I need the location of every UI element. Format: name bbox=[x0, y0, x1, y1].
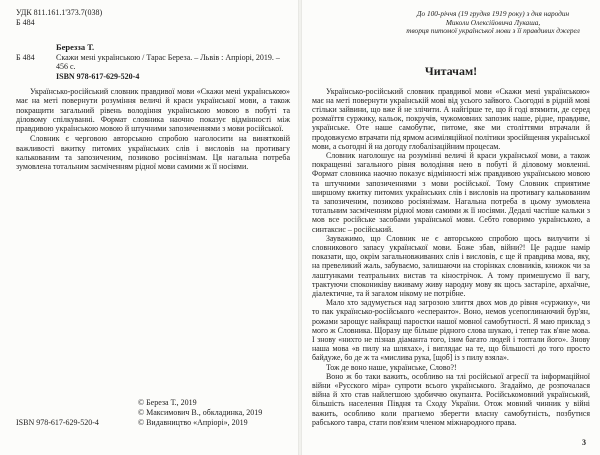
body-paragraph: Українсько-російський словник правдивої мови «Скажи мені українською» має на меті повернути українській мові від усього зайвого. Сьогодні в рідній мові стільки зайвини, що вже й не злічити. А найгірше те, що й годі втямити, де серед розмаїття суржику, кальок, покручів, чужомовних запозик наше, рідне, правдиве, українське. Оте наше самобутнє, питоме, яке ми століттями втрачали й продовжуємо втрачати під ярмом асиміляційної політики зросійщення української мови, а сьогодні й на догоду глобалізаційним процесам. bbox=[312, 86, 590, 151]
bbk-line: Б 484 bbox=[16, 17, 35, 27]
copyright-line: © Максимович В., обкладинка, 2019 bbox=[138, 408, 263, 417]
right-page bbox=[300, 0, 600, 455]
dedication bbox=[396, 10, 590, 36]
body-paragraph: Воно ж бо таки важить, особливо на тлі російської агресії та інформаційної війни «Русского міра» супроти всього українського. Згадаймо, де розпочалася війна й хто став найлегшою здобиччю окупанта. Російськомовний український, більшість населення Півдня та Сходу України. Отож мовний чинник у війні важить, особливо коли прагнемо зберегти власну самобутність, позбутися рабського тавра, стати пов'язим членом міжнародного права. bbox=[312, 371, 590, 427]
author-name: Березза Т. bbox=[56, 42, 95, 52]
dedication-line: творця питомої української мови з її правдивих джерел bbox=[406, 26, 580, 35]
udk-line: УДК 811.161.1'373.7(038) bbox=[16, 8, 103, 17]
annotation bbox=[16, 87, 290, 172]
dedication-line: Миколи Олексійовича Лукаша, bbox=[445, 17, 541, 27]
catalog-index bbox=[16, 8, 290, 27]
copyright-lines bbox=[138, 398, 288, 428]
isbn-footer: ISBN 978-617-629-520-4 bbox=[16, 418, 99, 427]
author-code: Б 484 bbox=[16, 52, 35, 62]
isbn: ISBN 978-617-629-520-4 bbox=[56, 71, 140, 81]
body-text bbox=[312, 87, 590, 428]
body-paragraph: Тож де воно наше, українське, Слово?! bbox=[326, 362, 457, 372]
dedication-line: До 100-річчя (19 грудня 1919 року) з дня народин bbox=[416, 9, 570, 18]
annotation-paragraph: Українсько-російський словник правдивої мови «Скажи мені українською» має на меті повернути розуміння величі й краси української мови, а також покращити загальний рівень володіння українською мовою в побуті та діловому спілкуванні. Формат словника наочно показує відмінності між правдивою українською мовою й штучними запозиченнями з мови російської. bbox=[16, 87, 290, 134]
annotation-paragraph: Словник є черговою авторською спробою наголосити на винятковій важливості вжитку питомих українських слів і висловів на противагу калькованим та запозиченим, позиково росіянізмам. Ця нагальна потреба зумовлена тотальним засміченням рідної мови самими ж її носіями. bbox=[16, 134, 290, 172]
catalog-record bbox=[16, 43, 290, 81]
body-paragraph: Словник наголошує на розумінні величі й краси української мови, а також покращенні загального рівня володіння нею в побуті й діловому мовленні. Формат словника наочно показує відмінності між правдивою українською мовою та штучними запозиченнями з мови російської. Тому Словник сприятиме ширшому вжитку питомих українських слів і висловів на противагу калькованим та запозиченим, позиково росіянізмам. Нагальна потреба в цьому зумовлена тотальним засміченням рідної мови самими ж її носіями. Дедалі частіше кальки з мов все російське засобами української мови. Себто говоримо українською, а синтаксис – російський. bbox=[312, 150, 590, 234]
page-heading: Читачам! bbox=[424, 63, 478, 78]
body-paragraph: Зауважимо, що Словник не є авторською спробою щось вилучити зі словникового запасу української мови. Боже збав, війни?! Це радше намір показати, що, окрім загальновживаних слів і висловів, є ще й правдива мова, яку, на превеликий жаль, забуваємо, залишаючи на сторінках словників, книжок чи за лаштунками театральних вистав та кінострічок. А тому примешуємо її вагу, трактуючи спокониківу вживаму живу народну мову як щось застаріле, архаїчне, діалектичне, та й загалом нікому не потрібне. bbox=[312, 233, 590, 298]
body-paragraph: Мало хто задумується над загрозою злиття двох мов до рівня «суржику», чи то пак українсько-російського «есперанто». Воно, немов усепоглинаючий бур'ян, рожами зарощує найкращі паростки нашої мовної самобутності. Я маю приклад з мого ж Словника. Щоразу ще більше рідного слова шукаю, і тепер так в'яне мова. І знову «нихто не пізнав діаманта того, ізим багато людей і топтали його». Знову наша мова «в пилу на шляхах», і виглядає на те, що більшості до того просто байдуже, бо де ж та «мислива рука, [щоб] із з пилу взяла». bbox=[312, 298, 590, 363]
copyright-line: © Береза Т., 2019 bbox=[138, 398, 197, 407]
copyright-line: © Видавництво «Апріорі», 2019 bbox=[138, 418, 248, 427]
title-line: Скажи мені українською / Тарас Береза. – Львів : Апріорі, 2019. – 456 с. bbox=[56, 52, 280, 71]
page-number: 3 bbox=[582, 438, 586, 447]
